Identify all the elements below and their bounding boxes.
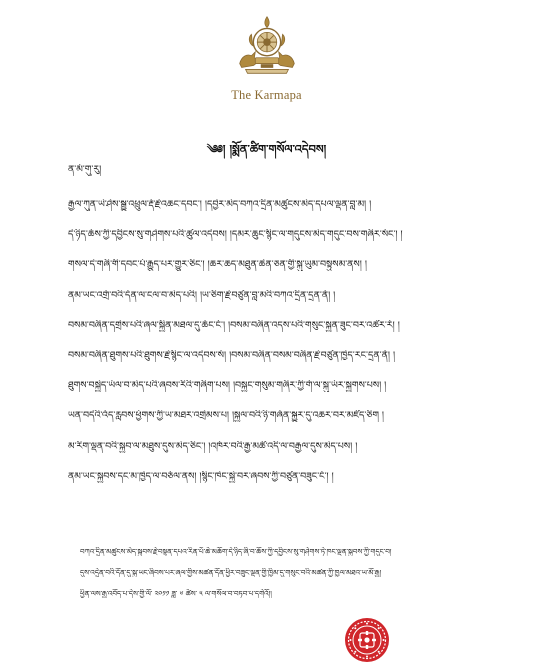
verse-line: མ་རིག་ལྡན་བའི་སྐྱབ་ལ་མཐུས་དུས་མེད་ཅིང་། །འཁོར་བའི་རྒྱ་མཚོ་འདི་ལ་བརྒྱལ་དུས་མེད་པས། ། [68,440,358,452]
colophon-line: ཕྱིན་ལས་རྒྱ་འབོད་པ་དེས་གྱི་ལོ་ ༢༠༡༡ ཟླ་ ༦ ཚེས་ ༥ ལ་གསོལ་བ་བཏབ་པ་དགེའོ།། [80,589,272,598]
verse-line: ནམ་ཡང་སྐྱབས་དང་མ་ཁྱེད་ལ་བཅོལ་ནས། །སྙིང་ཁེང་སྐྱེ་བར་ཞབས་ཀྱི་བཙུན་བཟུང་ངོ་། ། [68,470,334,482]
letterhead [0,12,533,103]
red-seal-stamp-icon [344,617,390,663]
verse-line: ནམ་ཡང་འགྲོ་བའི་དོན་ལ་ངལ་བ་མེད་པའི། །ཡ་ཅིག་རྗེ་བཙུན་བླ་མའི་བཀའ་དྲིན་དྲན་ནོ། ། [68,289,336,301]
verse-line: ཐུགས་བསྐྱེད་ཡོལ་བ་མེད་པའི་ཞབས་རིའི་གཞིག་པས། །བསྐྱང་གསུམ་གཞིར་ཀྱི་གོ་ལ་སྐུ་ཡོར་སྐྱགས་པས། ། [68,380,387,392]
verse-line: བསམ་བཞིན་ཐུགས་པའི་ཐུགས་རྗེ་སྙིང་ལ་འདེབས་སོ། །བསམ་བཞིན་བསམ་བཞིན་རྗེ་བཙུན་ཁྱེད་རང་དྲན་ནོ། ། [68,349,396,361]
prayer-title: ༄༅། །སྨོན་ཚིག་གསོལ་འདེབས། [206,142,327,156]
prayer-body [68,164,486,501]
verse-line: དེ་ཉིད་ཆོས་ཀྱི་དབྱིངས་སུ་གཤེགས་པའི་ཚུལ་འདེབས། །དམར་ཆུང་སྙིང་ལ་གདུངས་མེད་གདུང་བས་གཞིར་སོང་། ། [68,229,403,241]
colophon-line: དུས་འདྲེན་བའི་དོན་དུ་སྐྱ་ཡང་ཞིབས་པར་ཞལ་གྱིས་མཚན་དོན་ཕྱིར་བཟུང་ལྡན་གྱི་ཁྱིམ་དུ་གསུང་བའི་མཚན་ཀྱི་ཁྱལ་མཐའ་ཡ་མོ་རྒྱ། [80,568,382,577]
verse-line: གསལ་དེ་གཞི་གི་དབང་པོ་རྒྱུད་པར་གྱུར་ཅིང་། །ཆར་ཆད་མཐུན་ཆེན་ཅན་གྱི་སྐུ་ཡུམ་བསྟུསམ་ནས། ། [68,259,367,271]
colophon [80,547,450,610]
verse-line: ཡན་བདེའི་འོད་རླབས་ཕྱོགས་ཀྱི་ཡ་མཐར་འགྲེམས་པ། །སྐྱལ་བའི་ཉི་གཞོན་སྐྱུར་དུ་འཆར་བར་མཛོད་ཅིག ། [68,410,384,422]
colophon-line: བཀའ་དྲིན་མཚུངས་མེད་སྐྱབས་རྗེ་བསྟན་དཔའ་རིན་པོ་ཆེ་མཆོག་དེ་ཉིད་ཞི་བ་ཆོས་ཀྱི་དབྱིངས་སུ་གཤེགས་ཏེ་ཁང་ལྡན་སྐྱབས་ཀྱི་གདུང་བ། [80,547,392,556]
brand-name: The Karmapa [231,88,302,102]
opening-invocation: ན་མོ་གུ་རུ། [68,164,102,175]
wheel-of-dharma-emblem-icon [228,12,306,82]
verse-line: རྒྱལ་ཀུན་ཡེ་ཤེས་སྒྱུ་འཕྲུལ་རྡོ་རྗེ་འཆང་དབང་། །དབྱེར་མེད་བཀའ་དྲིན་མཚུངས་མེད་དཔལ་ལྡན་བླ་མ། ། [68,199,372,210]
verse-line: བསམ་བཞིན་དགྲེས་པའི་ཞལ་སྐྱིན་མཐལ་དུ་ཆོང་ངོ་། །བསམ་བཞིན་འདས་པའི་གསུང་སྐྱན་ཟུང་བར་འཚེར་རོ། ། [68,319,400,331]
